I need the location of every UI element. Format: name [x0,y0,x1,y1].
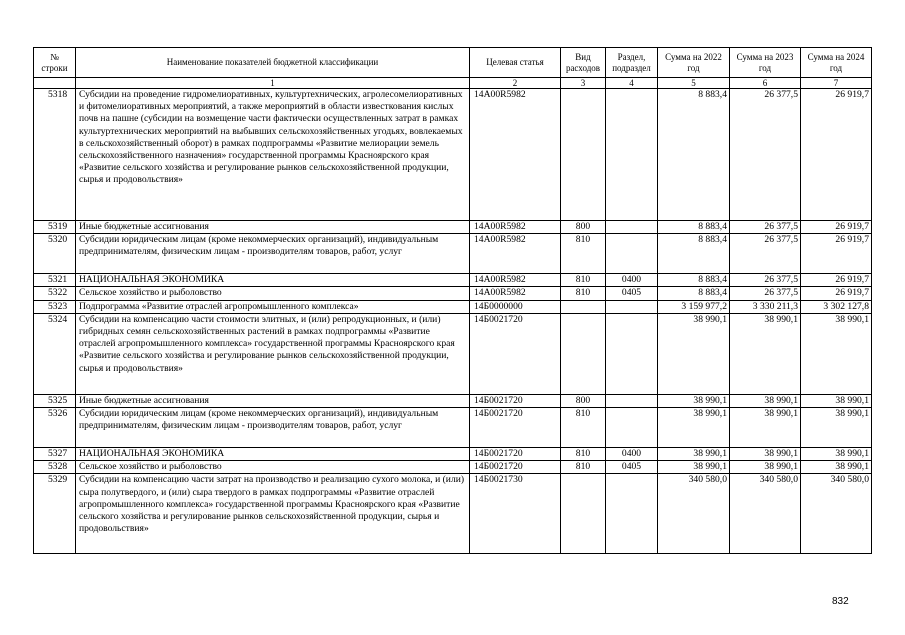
header-code: Целевая статья [470,48,561,78]
indicator-name: Субсидии на компенсацию части стоимости элитных, и (или) репродукционных, и (или) гибридных семян сельскохозяйственных растений в рамках подпрограммы «Развитие отраслей агропромышленного комплекса» государственной программы Красноярского края «Развитие сельского хозяйства и регулирование рынков сельскохозяйственной продукции, сырья и продовольствия» [76,313,470,394]
expense-type: 800 [561,221,606,234]
table-row [34,408,872,448]
section-subsection [606,234,658,274]
column-number: 6 [730,78,801,89]
table-row [34,274,872,287]
header-vid: Вид расходов [561,48,606,78]
column-number: 7 [801,78,872,89]
table-row [34,234,872,274]
sum-2024: 38 990,1 [801,461,872,474]
sum-2023: 26 377,5 [730,89,801,221]
row-number: 5327 [34,448,76,461]
sum-2022: 38 990,1 [658,408,730,448]
sum-2024: 38 990,1 [801,394,872,407]
indicator-name: НАЦИОНАЛЬНАЯ ЭКОНОМИКА [76,448,470,461]
sum-2023: 38 990,1 [730,448,801,461]
column-number: 2 [470,78,561,89]
indicator-name: Сельское хозяйство и рыболовство [76,287,470,300]
section-subsection [606,313,658,394]
row-number: 5324 [34,313,76,394]
row-number: 5319 [34,221,76,234]
sum-2023: 26 377,5 [730,287,801,300]
row-number: 5329 [34,474,76,554]
header-razd: Раздел, подраздел [606,48,658,78]
row-number: 5321 [34,274,76,287]
indicator-name: Субсидии на компенсацию части затрат на производство и реализацию сухого молока, и (или) сыра полутвердого, и (или) сыра твердого в рамках подпрограммы «Развитие отраслей агропромышленного комплекса» государственной программы Красноярского края «Развитие сельского хозяйства и регулирование рынков сельскохозяйственной продукции, сырья и продовольствия» [76,474,470,554]
sum-2022: 3 159 977,2 [658,300,730,313]
table-row [34,300,872,313]
sum-2024: 38 990,1 [801,313,872,394]
section-subsection [606,221,658,234]
target-article: 14А00R5982 [470,287,561,300]
expense-type: 810 [561,287,606,300]
sum-2024: 38 990,1 [801,408,872,448]
column-number-row [34,78,872,89]
table-row [34,448,872,461]
target-article: 14А00R5982 [470,221,561,234]
header-name: Наименование показателей бюджетной классификации [76,48,470,78]
target-article: 14Б0000000 [470,300,561,313]
budget-table-container [33,47,871,554]
sum-2023: 3 330 211,3 [730,300,801,313]
row-number: 5328 [34,461,76,474]
section-subsection: 0400 [606,274,658,287]
column-number: 4 [606,78,658,89]
target-article: 14А00R5982 [470,274,561,287]
sum-2024: 3 302 127,8 [801,300,872,313]
section-subsection: 0405 [606,287,658,300]
indicator-name: Субсидии юридическим лицам (кроме некоммерческих организаций), индивидуальным предпринимателям, физическим лицам - производителям товаров, работ, услуг [76,408,470,448]
sum-2022: 8 883,4 [658,221,730,234]
target-article: 14А00R5982 [470,234,561,274]
table-row [34,287,872,300]
table-row [34,474,872,554]
row-number: 5322 [34,287,76,300]
target-article: 14Б0021730 [470,474,561,554]
expense-type [561,89,606,221]
table-row [34,461,872,474]
target-article: 14Б0021720 [470,461,561,474]
sum-2022: 38 990,1 [658,313,730,394]
table-row [34,89,872,221]
budget-table [33,47,872,554]
row-number: 5325 [34,394,76,407]
sum-2022: 8 883,4 [658,234,730,274]
row-number: 5326 [34,408,76,448]
sum-2024: 38 990,1 [801,448,872,461]
sum-2022: 8 883,4 [658,287,730,300]
sum-2024: 26 919,7 [801,274,872,287]
indicator-name: Субсидии юридическим лицам (кроме некоммерческих организаций), индивидуальным предпринимателям, физическим лицам - производителям товаров, работ, услуг [76,234,470,274]
column-number: 1 [76,78,470,89]
row-number: 5323 [34,300,76,313]
row-number: 5318 [34,89,76,221]
indicator-name: Подпрограмма «Развитие отраслей агропромышленного комплекса» [76,300,470,313]
sum-2023: 26 377,5 [730,221,801,234]
header-row [34,48,872,78]
column-number: 3 [561,78,606,89]
sum-2023: 38 990,1 [730,408,801,448]
sum-2022: 38 990,1 [658,448,730,461]
indicator-name: Иные бюджетные ассигнования [76,394,470,407]
target-article: 14Б0021720 [470,313,561,394]
header-sum-2022: Сумма на 2022 год [658,48,730,78]
sum-2024: 26 919,7 [801,221,872,234]
expense-type [561,313,606,394]
section-subsection [606,300,658,313]
table-body [34,89,872,554]
sum-2024: 26 919,7 [801,234,872,274]
sum-2022: 38 990,1 [658,461,730,474]
target-article: 14Б0021720 [470,408,561,448]
sum-2023: 38 990,1 [730,461,801,474]
column-number [34,78,76,89]
section-subsection: 0405 [606,461,658,474]
expense-type: 810 [561,461,606,474]
target-article: 14Б0021720 [470,448,561,461]
sum-2022: 8 883,4 [658,274,730,287]
sum-2023: 340 580,0 [730,474,801,554]
indicator-name: Сельское хозяйство и рыболовство [76,461,470,474]
sum-2024: 26 919,7 [801,287,872,300]
indicator-name: Субсидии на проведение гидромелиоративных, культуртехнических, агролесомелиоративных и фитомелиоративных мероприятий, а также мероприятий в области известкования кислых почв на пашне (субсидии на возмещение части фактически осуществленных затрат в рамках культуртехнических мероприятий на выбывших сельскохозяйственных угодьях, вовлекаемых в сельскохозяйственный оборот) в рамках подпрограммы «Развитие мелиорации земель сельскохозяйственного назначения» государственной программы Красноярского края «Развитие сельского хозяйства и регулирование рынков сельскохозяйственной продукции, сырья и продовольствия» [76,89,470,221]
indicator-name: Иные бюджетные ассигнования [76,221,470,234]
header-num: № строки [34,48,76,78]
sum-2024: 340 580,0 [801,474,872,554]
sum-2023: 38 990,1 [730,313,801,394]
expense-type: 810 [561,408,606,448]
indicator-name: НАЦИОНАЛЬНАЯ ЭКОНОМИКА [76,274,470,287]
sum-2023: 26 377,5 [730,234,801,274]
section-subsection [606,89,658,221]
expense-type: 810 [561,274,606,287]
target-article: 14Б0021720 [470,394,561,407]
header-sum-2024: Сумма на 2024 год [801,48,872,78]
sum-2022: 340 580,0 [658,474,730,554]
section-subsection: 0400 [606,448,658,461]
sum-2022: 8 883,4 [658,89,730,221]
section-subsection [606,408,658,448]
header-sum-2023: Сумма на 2023 год [730,48,801,78]
expense-type [561,300,606,313]
table-row [34,394,872,407]
expense-type: 810 [561,448,606,461]
sum-2024: 26 919,7 [801,89,872,221]
sum-2023: 38 990,1 [730,394,801,407]
expense-type: 800 [561,394,606,407]
section-subsection [606,474,658,554]
sum-2022: 38 990,1 [658,394,730,407]
expense-type [561,474,606,554]
row-number: 5320 [34,234,76,274]
column-number: 5 [658,78,730,89]
table-row [34,313,872,394]
expense-type: 810 [561,234,606,274]
table-row [34,221,872,234]
section-subsection [606,394,658,407]
target-article: 14А00R5982 [470,89,561,221]
sum-2023: 26 377,5 [730,274,801,287]
page-number: 832 [832,596,849,607]
